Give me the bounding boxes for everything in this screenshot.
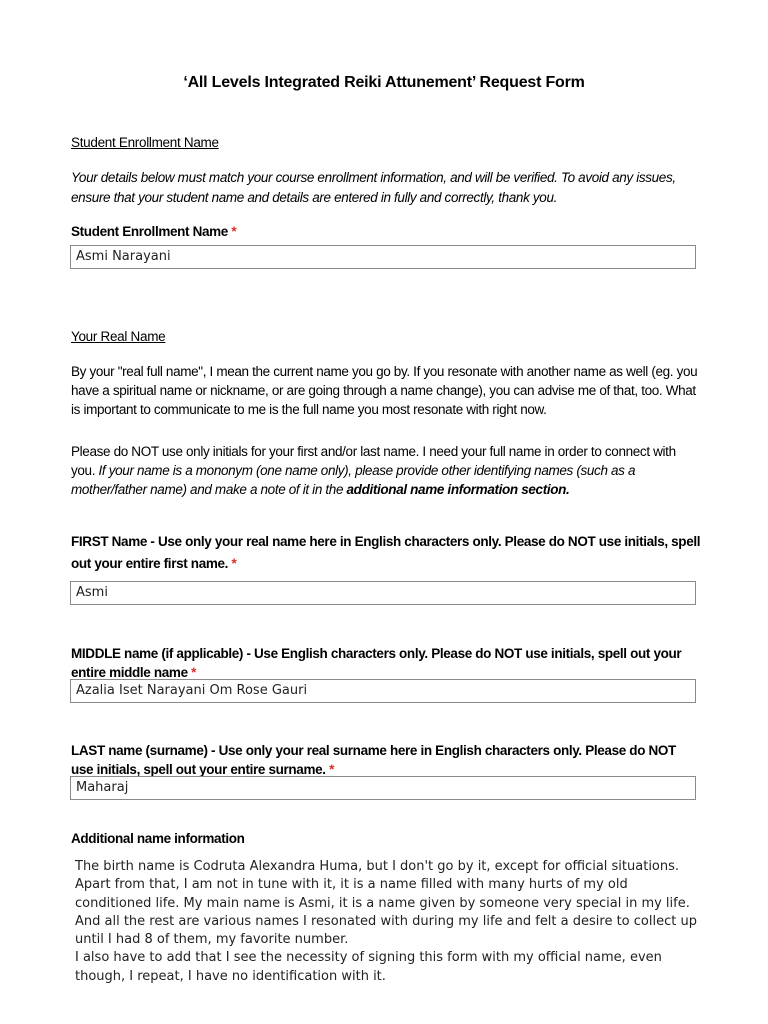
middle-name-label	[71, 644, 701, 682]
additional-info-label: Additional name information	[71, 831, 245, 846]
enrollment-name-label	[71, 222, 701, 241]
enrollment-name-label-text: Student Enrollment Name	[71, 224, 232, 239]
middle-name-input[interactable]: Azalia Iset Narayani Om Rose Gauri	[70, 679, 696, 703]
real-name-paragraph-2	[71, 442, 701, 499]
form-title: ‘All Levels Integrated Reiki Attunement’ Request Form	[183, 74, 585, 91]
middle-name-label-text: MIDDLE name (if applicable) - Use English characters only. Please do NOT use initials, spell out your entire middle name	[71, 646, 682, 680]
last-name-input[interactable]: Maharaj	[70, 776, 696, 800]
last-name-label-text: LAST name (surname) - Use only your real surname here in English characters only. Please do NOT use initials, spell out your entire surname.	[71, 743, 676, 777]
real-name-paragraph-2-plain: Please do NOT use only initials for your first and/or last name. I need your full name in order to connect with you.	[71, 444, 676, 478]
required-asterisk: *	[329, 762, 334, 777]
enrollment-name-input[interactable]: Asmi Narayani	[70, 245, 696, 269]
real-name-paragraph-1: By your "real full name", I mean the current name you go by. If you resonate with another name as well (eg. you have a spiritual name or nickname, or are going through a name change), you can advise me of that, too. What is important to communicate to me is the full name you most resonate with right now.	[71, 364, 698, 417]
first-name-input[interactable]: Asmi	[70, 581, 696, 605]
additional-info-text-2: I also have to add that I see the necessity of signing this form with my official name, even though, I repeat, I have no identification with it.	[75, 950, 662, 984]
real-name-paragraph-2-italic: If your name is a mononym (one name only), please provide other identifying names (such as a mother/father name) and make a note of it in the	[71, 463, 636, 497]
required-asterisk: *	[231, 224, 237, 239]
real-name-section-heading: Your Real Name	[71, 329, 166, 344]
first-name-label-text: FIRST Name - Use only your real name here in English characters only. Please do NOT use initials, spell out your entire first name.	[71, 534, 701, 571]
last-name-label	[71, 741, 701, 779]
additional-info-textarea[interactable]	[75, 858, 700, 986]
required-asterisk: *	[191, 665, 197, 680]
required-asterisk: *	[231, 556, 237, 571]
additional-info-text-1: The birth name is Codruta Alexandra Huma, but I don't go by it, except for official situations. Apart from that, I am not in tune with it, it is a name filled with many hurts of my old conditioned life. My main name is Asmi, it is a name given by someone very special in my life. And all the rest are various names I resonated with during my life and felt a desire to collect up until I had 8 of them, my favorite number.	[75, 859, 697, 948]
enrollment-description: Your details below must match your course enrollment information, and will be verified. To avoid any issues, ensure that your student name and details are entered in fully and correctly, thank you.	[71, 170, 676, 205]
enrollment-section-heading: Student Enrollment Name	[71, 135, 219, 150]
real-name-paragraph-2-bold: additional name information section.	[346, 482, 570, 497]
first-name-label	[71, 531, 701, 575]
